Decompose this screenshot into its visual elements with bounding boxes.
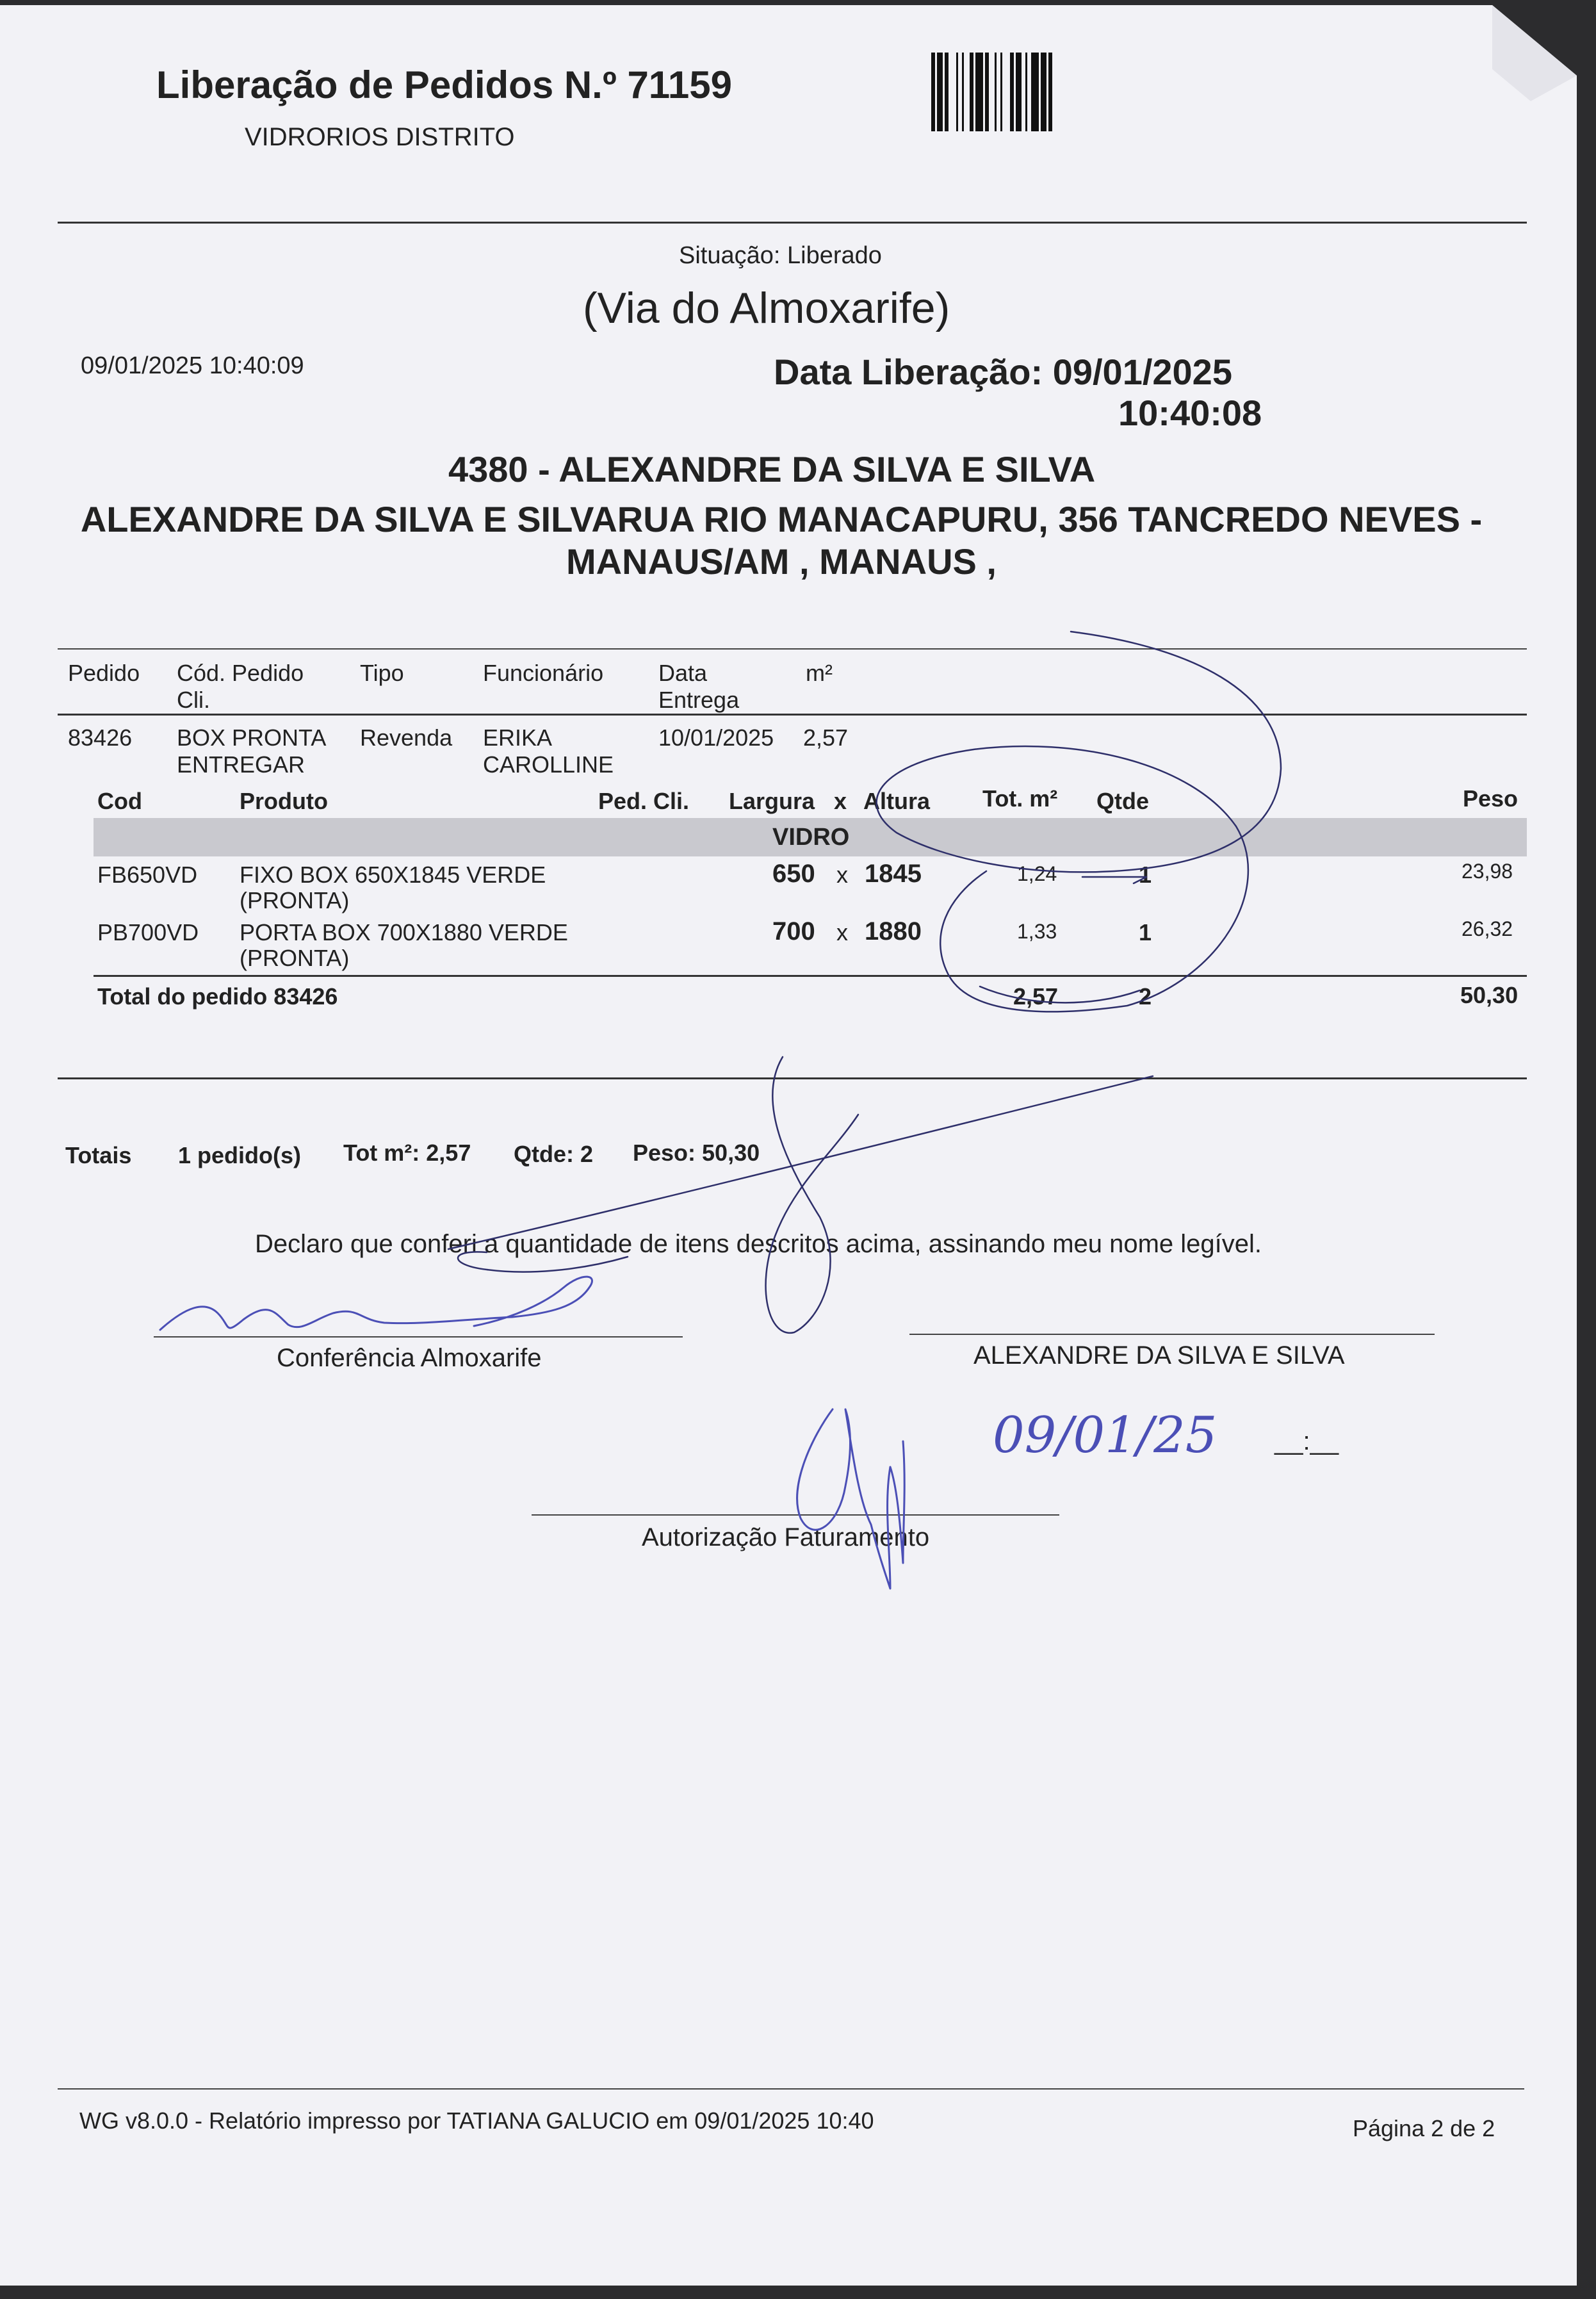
header-ped-cli: Ped. Cli. (598, 788, 690, 814)
client-address: ALEXANDRE DA SILVA E SILVARUA RIO MANACAPURU, 356 TANCREDO NEVES - MANAUS/AM , MANAUS , (80, 499, 1483, 582)
declaration-text: Declaro que conferi a quantidade de itens descritos acima, assinando meu nome legível. (255, 1230, 1262, 1258)
item-qtde: 1 (1139, 919, 1152, 945)
conferencia-label: Conferência Almoxarife (277, 1344, 542, 1372)
item-largura: 650 (772, 860, 815, 888)
autorizacao-label: Autorização Faturamento (642, 1523, 930, 1551)
header-altura: Altura (863, 788, 931, 814)
order-cod-pedido-2: ENTREGAR (177, 751, 305, 778)
time-blank: __:__ (1274, 1427, 1339, 1455)
totals-label: Totais (65, 1142, 132, 1168)
signature-line-autorizacao (532, 1514, 1059, 1516)
header-peso: Peso (1463, 785, 1519, 812)
header-pedido: Pedido (68, 660, 140, 686)
order-funcionario: ERIKA (483, 724, 553, 751)
header-produto: Produto (240, 788, 328, 814)
item-produto-2: (PRONTA) (240, 887, 350, 913)
divider (58, 222, 1527, 224)
header-cod-pedido-cli: Cli. (177, 687, 210, 713)
header-tot-m2: Tot. m² (982, 785, 1058, 812)
order-m2: 2,57 (803, 724, 849, 751)
client-code-name: 4380 - ALEXANDRE DA SILVA E SILVA (448, 449, 1096, 489)
header-cod: Cod (97, 788, 142, 814)
item-cod: PB700VD (97, 919, 199, 945)
header-x: x (834, 788, 847, 814)
signature-line-conferencia (154, 1336, 683, 1338)
divider (58, 1077, 1527, 1079)
item-tot-m2: 1,33 (1017, 920, 1057, 943)
company-name: VIDRORIOS DISTRITO (245, 123, 515, 151)
document-title: Liberação de Pedidos N.º 71159 (156, 63, 732, 106)
header-cod-pedido: Cód. Pedido (177, 660, 304, 686)
divider (94, 975, 1527, 977)
item-largura: 700 (772, 917, 815, 945)
item-x: x (836, 919, 848, 945)
group-label: VIDRO (772, 824, 850, 851)
release-date: Data Liberação: 09/01/2025 (774, 352, 1232, 392)
order-data-entrega: 10/01/2025 (658, 724, 774, 751)
order-total-peso: 50,30 (1460, 982, 1519, 1008)
item-x: x (836, 862, 848, 888)
item-cod: FB650VD (97, 862, 198, 888)
order-total-qtde: 2 (1139, 983, 1152, 1010)
totals-m2: Tot m²: 2,57 (343, 1140, 471, 1166)
item-produto: PORTA BOX 700X1880 VERDE (240, 919, 568, 945)
client-signature-name: ALEXANDRE DA SILVA E SILVA (973, 1341, 1345, 1370)
item-produto-2: (PRONTA) (240, 945, 350, 971)
totals-qtde: Qtde: 2 (514, 1141, 594, 1167)
handwritten-date: 09/01/25 (993, 1407, 1217, 1464)
footer-divider (58, 2088, 1524, 2090)
order-tipo: Revenda (360, 724, 453, 751)
printed-datetime: 09/01/2025 10:40:09 (81, 352, 304, 379)
signature-line-client (909, 1334, 1435, 1335)
item-qtde: 1 (1139, 862, 1152, 888)
page-number: Página 2 de 2 (1353, 2115, 1495, 2141)
order-total-label: Total do pedido 83426 (97, 983, 338, 1010)
item-produto: FIXO BOX 650X1845 VERDE (240, 862, 546, 888)
barcode-icon (929, 53, 1185, 131)
order-funcionario-2: CAROLLINE (483, 751, 614, 778)
header-largura: Largura (729, 788, 815, 814)
header-funcionario: Funcionário (483, 660, 604, 686)
release-time: 10:40:08 (1118, 393, 1262, 433)
footer-report: WG v8.0.0 - Relatório impresso por TATIANA GALUCIO em 09/01/2025 10:40 (79, 2107, 874, 2134)
order-cod-pedido: BOX PRONTA (177, 724, 327, 751)
item-peso: 23,98 (1462, 860, 1513, 883)
item-peso: 26,32 (1462, 917, 1513, 940)
header-data: Data (658, 660, 708, 686)
divider (58, 648, 1527, 650)
item-tot-m2: 1,24 (1017, 862, 1057, 885)
divider (58, 714, 1527, 716)
item-altura: 1880 (865, 917, 922, 945)
header-tipo: Tipo (360, 660, 404, 686)
status-text: Situação: Liberado (679, 242, 882, 269)
item-altura: 1845 (865, 860, 922, 888)
order-total-m2: 2,57 (1013, 983, 1059, 1010)
totals-peso: Peso: 50,30 (633, 1140, 760, 1166)
copy-label: (Via do Almoxarife) (583, 284, 950, 332)
order-pedido: 83426 (68, 724, 133, 751)
header-m2: m² (806, 660, 833, 686)
header-entrega: Entrega (658, 687, 740, 713)
header-qtde: Qtde (1096, 788, 1150, 814)
totals-pedidos: 1 pedido(s) (178, 1142, 302, 1168)
